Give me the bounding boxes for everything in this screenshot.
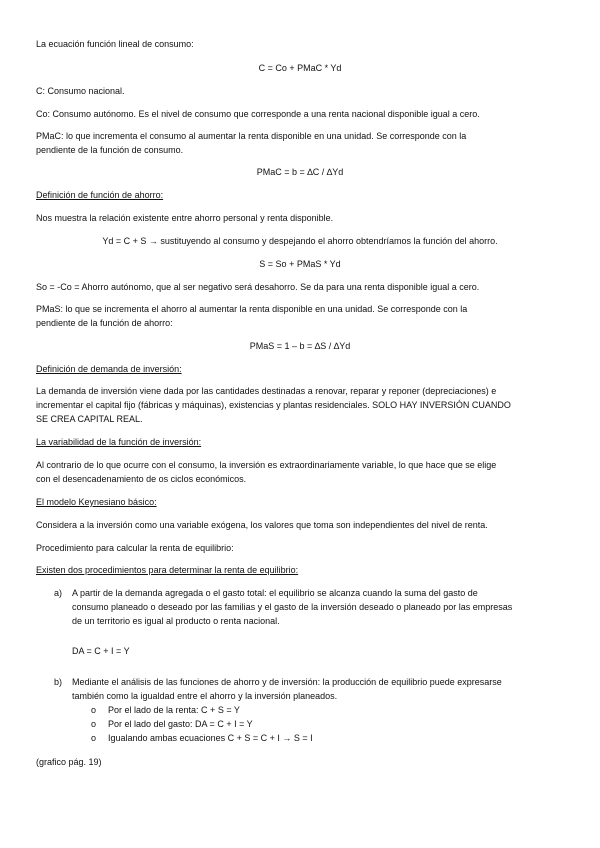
modelo-keynesiano-text: Considera a la inversión como una variable exógena, los valores que toma son independientes del nivel de renta.	[36, 520, 488, 530]
def-inversion-line3: SE CREA CAPITAL REAL.	[36, 414, 143, 424]
variabilidad-line2: con el desencadenamiento de os ciclos económicos.	[36, 474, 247, 484]
grafico-reference: (grafico pág. 19)	[36, 757, 102, 767]
sub-item-igualando: Igualando ambas ecuaciones C + S = C + I → S = I	[108, 733, 313, 743]
def-ahorro-autonomo: So = -Co = Ahorro autónomo, que al ser negativo será desahorro. Se da para una renta disponible igual a cero.	[36, 282, 480, 292]
def-ahorro-relation: Nos muestra la relación existente entre ahorro personal y renta disponible.	[36, 213, 334, 223]
def-pmas-line1: PMaS: lo que se incrementa el ahorro al aumentar la renta disponible en una unidad. Se corresponde con la	[36, 304, 468, 314]
list-label-a: a)	[54, 588, 63, 598]
item-b-line1: Mediante el análisis de las funciones de ahorro y de inversión: la producción de equilibrio puede expresarse	[72, 677, 502, 687]
intro-consumption-equation: La ecuación función lineal de consumo:	[36, 39, 194, 49]
item-a-equation: DA = C + I = Y	[72, 646, 130, 656]
equation-yd-substitution: Yd = C + S → sustituyendo al consumo y despejando el ahorro obtendríamos la función del ahorro.	[102, 236, 498, 246]
bullet-gasto: o	[91, 719, 97, 729]
variabilidad-line1: Al contrario de lo que ocurre con el consumo, la inversión es extraordinariamente variable, lo que hace que se elige	[36, 460, 497, 470]
formula-savings: S = So + PMaS * Yd	[259, 259, 341, 269]
item-a-line3: de un territorio es igual al producto o renta nacional.	[72, 616, 280, 626]
sub-item-renta: Por el lado de la renta: C + S = Y	[108, 705, 240, 715]
formula-pmac: PMaC = b = ∆C / ∆Yd	[256, 167, 344, 177]
item-a-line1: A partir de la demanda agregada o el gasto total: el equilibrio se alcanza cuando la suma del gasto de	[72, 588, 478, 598]
heading-variabilidad-inversion: La variabilidad de la función de inversión:	[36, 437, 202, 447]
sub-item-gasto: Por el lado del gasto: DA = C + I = Y	[108, 719, 253, 729]
heading-funcion-ahorro: Definición de función de ahorro:	[36, 190, 164, 200]
procedimiento-text: Procedimiento para calcular la renta de equilibrio:	[36, 543, 234, 553]
heading-modelo-keynesiano: El modelo Keynesiano básico:	[36, 497, 157, 507]
def-pmac-line1: PMaC: lo que incrementa el consumo al aumentar la renta disponible en una unidad. Se corresponde con la	[36, 131, 467, 141]
def-pmas-line2: pendiente de la función de ahorro:	[36, 318, 173, 328]
item-a-line2: consumo planeado o deseado por las familias y el gasto de la inversión deseado o planeado por las empresas	[72, 602, 513, 612]
def-consumo-nacional: C: Consumo nacional.	[36, 86, 125, 96]
def-pmac-line2: pendiente de la función de consumo.	[36, 145, 184, 155]
def-inversion-line2: incrementar el capital fijo (fábricas y máquinas), existencias y plantas residenciales. SOLO HAY INVERSIÓN CUANDO	[36, 400, 511, 410]
heading-dos-procedimientos: Existen dos procedimientos para determinar la renta de equilibrio:	[36, 565, 299, 575]
heading-demanda-inversion: Definición de demanda de inversión:	[36, 364, 182, 374]
list-label-b: b)	[54, 677, 63, 687]
formula-pmas: PMaS = 1 – b = ∆S / ∆Yd	[249, 341, 351, 351]
bullet-renta: o	[91, 705, 97, 715]
formula-consumption: C = Co + PMaC * Yd	[258, 63, 342, 73]
item-b-line2: también como la igualdad entre el ahorro y la inversión planeados.	[72, 691, 338, 701]
bullet-igualando: o	[91, 733, 97, 743]
def-consumo-autonomo: Co: Consumo autónomo. Es el nivel de consumo que corresponde a una renta nacional disponible igual a cero.	[36, 109, 480, 119]
def-inversion-line1: La demanda de inversión viene dada por las cantidades destinadas a renovar, reparar y reponer (depreciaciones) e	[36, 386, 497, 396]
